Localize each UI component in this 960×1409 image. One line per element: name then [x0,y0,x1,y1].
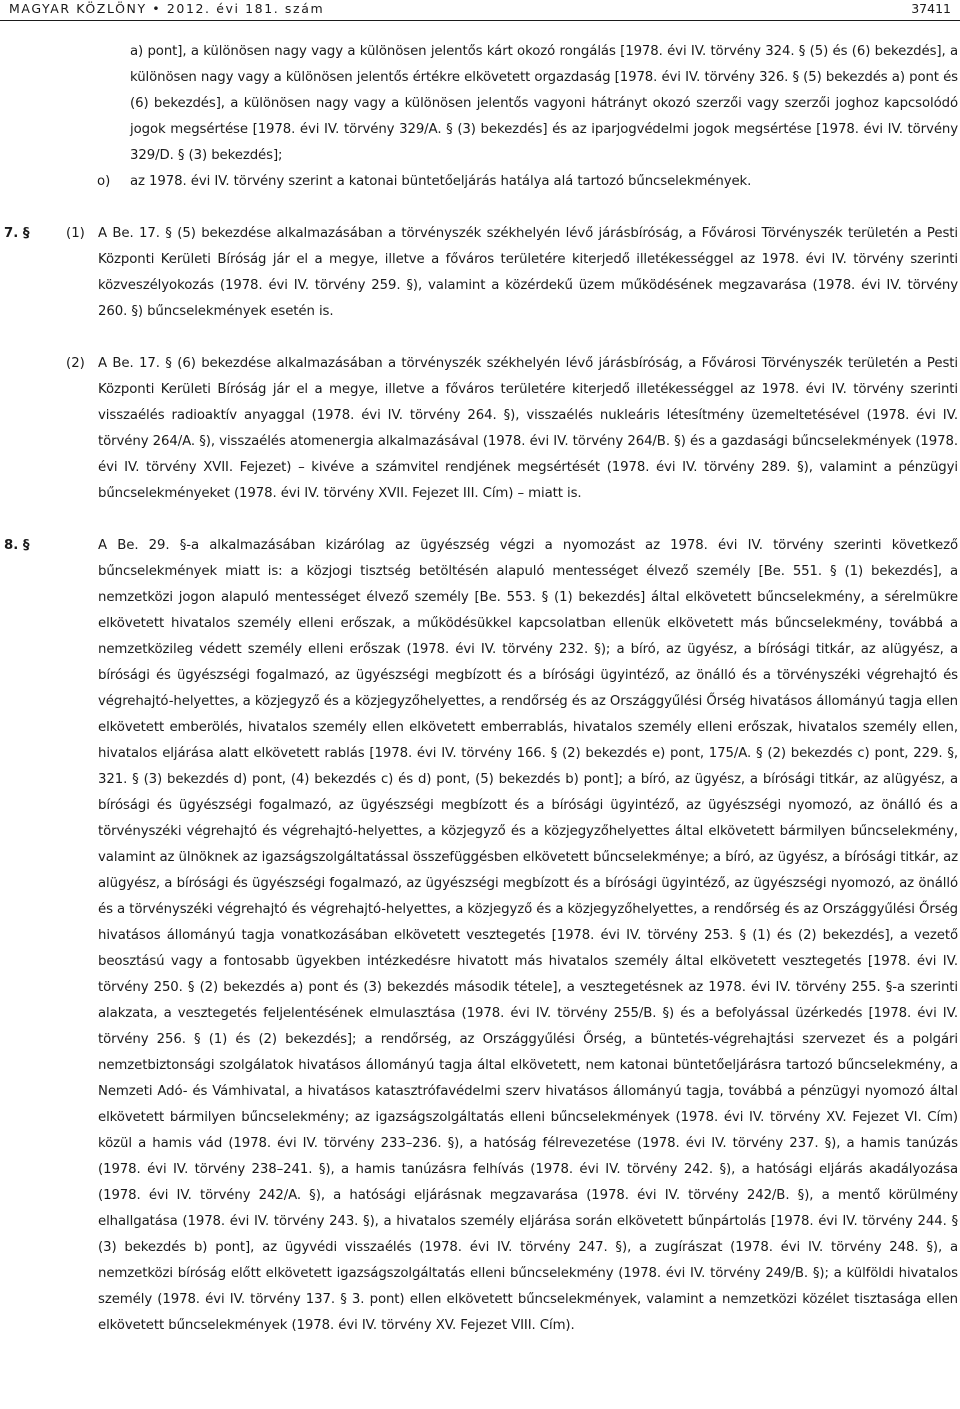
continued-paragraph: a) pont], a különösen nagy vagy a különösen jelentős kárt okozó rongálás [1978. évi IV. törvény 324. § (5) és (6) bekezdés], a különösen nagy vagy a különösen jelentős értékre elkövetett orgazdaság [1978. évi IV. törvény 326. § (5) bekezdés a) pont és (6) bekezdés], a különösen nagy vagy a különösen jelentős vagyoni hátrányt okozó szerzői vagy szerzői joghoz kapcsolódó jogok megsértése [1978. évi IV. törvény 329/A. § (3) bekezdés] és az iparjogvédelmi jogok megsértése [1978. évi IV. törvény 329/D. § (3) bekezdés]; [130,44,958,163]
section-8-number: 8. § [4,538,30,553]
page-header [9,0,951,18]
header-rule [0,20,960,21]
section-7-para-2-label: (2) [66,356,85,371]
section-7-para-2: A Be. 17. § (6) bekezdése alkalmazásában a törvényszék székhelyén lévő járásbíróság, a Fővárosi Törvényszék területén a Pesti Központi Kerületi Bíróság jár el a megye, illetve a főváros területére kiterjedő illetékességgel az 1978. évi IV. törvény szerinti visszaélés radioaktív anyaggal (1978. évi IV. törvény 264. §), visszaélés nukleáris létesítmény üzemeltetésével (1978. évi IV. törvény 264/A. §), visszaélés atomenergia alkalmazásával (1978. évi IV. törvény 264/B. §) és a gazdasági bűncselekmények (1978. évi IV. törvény XVII. Fejezet) – kivéve a számvitel rendjének megsértését (1978. évi IV. törvény 289. §), valamint a pénzügyi bűncselekményeket (1978. évi IV. törvény XVII. Fejezet III. Cím) – miatt is. [98,356,958,501]
section-7-para-1: A Be. 17. § (5) bekezdése alkalmazásában a törvényszék székhelyén lévő járásbíróság, a Fővárosi Törvényszék területén a Pesti Központi Kerületi Bíróság jár el a megye, illetve a főváros területére kiterjedő illetékességgel az 1978. évi IV. törvény szerinti közveszélyokozás (1978. évi IV. törvény 259. §), valamint a közérdekű üzem működésének megzavarása (1978. évi IV. törvény 260. §) bűncselekmények esetén is. [98,226,958,319]
journal-title: MAGYAR KÖZLÖNY • 2012. évi 181. szám [9,1,325,16]
section-8-text: A Be. 29. §-a alkalmazásában kizárólag az ügyészség végzi a nyomozást az 1978. évi IV. törvény szerinti következő bűncselekmények miatt is: a közjogi tisztség betöltésén alapuló mentességet élvező személy [Be. 551. § (1) bekezdés], a nemzetközi jogon alapuló mentességet élvező személy [Be. 553. § (1) bekezdés] által elkövetett bűncselekmény, a sérelmükre elkövetett hivatalos személy elleni erőszak, a működésükkel kapcsolatban ellenük elkövetett más bűncselekmény, továbbá a nemzetközileg védett személy elleni erőszak (1978. évi IV. törvény 232. §); a bíró, az ügyész, a bírósági titkár, az alügyész, a bírósági és ügyészségi fogalmazó, az ügyészségi megbízott és a bírósági ügyintéző, az önálló és a törvényszéki végrehajtó és végrehajtó-helyettes, a közjegyző és a közjegyzőhelyettes, a rendőrség és az Országgyűlési Őrség hivatásos állományú tagja ellen elkövetett emberölés, hivatalos személy ellen elkövetett emberrablás, hivatalos személy elleni erőszak, hivatalos személy ellen, hivatalos eljárása alatt elkövetett rablás [1978. évi IV. törvény 166. § (2) bekezdés e) pont, 175/A. § (2) bekezdés c) pont, 229. §, 321. § (3) bekezdés d) pont, (4) bekezdés c) és d) pont, (5) bekezdés b) pont]; a bíró, az ügyész, a bírósági titkár, az alügyész, a bírósági és ügyészségi fogalmazó, az ügyészségi megbízott és a bírósági ügyintéző, az ügyészségi nyomozó, az önálló és a törvényszéki végrehajtó és végrehajtó-helyettes, a közjegyző és a közjegyzőhelyettes által elkövetett bármilyen bűncselekmény, valamint az ülnöknek az igazságszolgáltatással összefüggésben elkövetett bűncselekménye; a bíró, az ügyész, a bírósági titkár, az alügyész, a bírósági és ügyészségi fogalmazó, az ügyészségi megbízott és a bírósági ügyintéző, az ügyészségi nyomozó, az önálló és a törvényszéki végrehajtó és végrehajtó-helyettes, a közjegyző és a közjegyzőhelyettes, a rendőrség és az Országgyűlési Őrség hivatásos állományú tagja vonatkozásában elkövetett vesztegetés [1978. évi IV. törvény 253. § (1) és (2) bekezdés], a vezető beosztású vagy a fontosabb ügyekben intézkedésre hivatott más hivatalos személy által elkövetett vesztegetés [1978. évi IV. törvény 250. § (2) bekezdés a) pont és (3) bekezdés második tétele], a vesztegetésnek az 1978. évi IV. törvény 255. §-a szerinti alakzata, a vesztegetés feljelentésének elmulasztása (1978. évi IV. törvény 255/B. §) és a befolyással üzérkedés [1978. évi IV. törvény 256. § (1) és (2) bekezdés]; a rendőrség, az Országgyűlési Őrség, a büntetés-végrehajtási szervezet és a polgári nemzetbiztonsági szolgálatok hivatásos állományú tagja által elkövetett, nem katonai büntetőeljárásra tartozó bűncselekmény, a Nemzeti Adó- és Vámhivatal, a hivatásos katasztrófavédelmi szerv hivatásos állományú tagja, továbbá a pénzügyi nyomozó által elkövetett bármilyen bűncselekmény; az igazságszolgáltatás elleni bűncselekmények (1978. évi IV. törvény XV. Fejezet VI. Cím) közül a hamis vád (1978. évi IV. törvény 233–236. §), a hatóság félrevezetése (1978. évi IV. törvény 237. §), a hamis tanúzás (1978. évi IV. törvény 238–241. §), a hamis tanúzásra felhívás (1978. évi IV. törvény 242. §), a hatósági eljárás akadályozása (1978. évi IV. törvény 242/A. §), a hatósági eljárásnak megzavarása (1978. évi IV. törvény 242/B. §), a mentő körülmény elhallgatása (1978. évi IV. törvény 243. §), a hivatalos személy eljárása során elkövetett bűnpártolás [1978. évi IV. törvény 244. § (3) bekezdés b) pont], az ügyvédi visszaélés (1978. évi IV. törvény 247. §), a zugírászat (1978. évi IV. törvény 248. §), a nemzetközi bíróság előtt elkövetett igazságszolgáltatás elleni bűncselekmény (1978. évi IV. törvény 249/B. §); a külföldi hivatalos személy (1978. évi IV. törvény 137. § 3. pont) ellen elkövetett bűncselekmények, valamint a nemzetközi közélet tisztasága ellen elkövetett bűncselekmények (1978. évi IV. törvény XV. Fejezet VIII. Cím). [98,538,958,1333]
item-o-label: o) [97,174,111,189]
item-o-text: az 1978. évi IV. törvény szerint a katonai büntetőeljárás hatálya alá tartozó bűncselekmények. [130,174,752,189]
section-7-para-1-label: (1) [66,226,85,241]
section-7-number: 7. § [4,226,30,241]
page-number: 37411 [911,1,951,16]
